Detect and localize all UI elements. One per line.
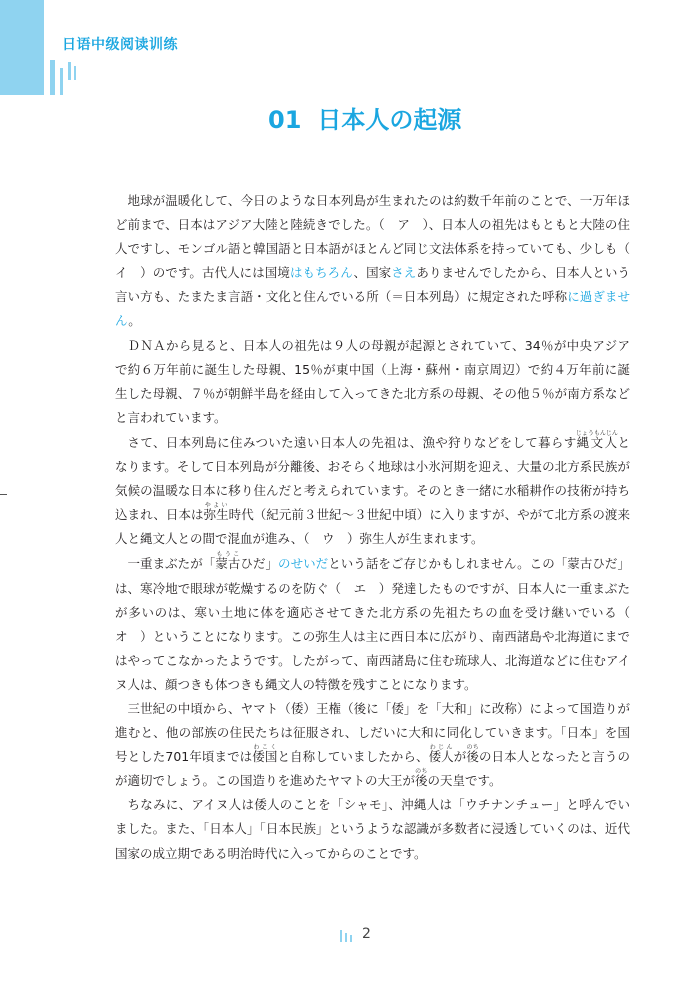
header-color-block [0, 0, 44, 95]
body-text [115, 189, 643, 866]
paragraph-5: 三世紀の中頃から、ヤマト（倭）王権（後に「倭」を「大和」に改称）によって国造りが進むと、他の部族の住民たちは征服され、しだいに大和に同化していきます。「日本」を国号とした701年頃までは倭国わこくと自称していましたから、倭人わじんが後のちの日本人となったと言うのが適切でしょう。この国造りを進めたヤマトの大王が後のちの天皇です。 [115, 700, 630, 789]
header-bar-2 [60, 68, 63, 95]
highlight-phrase: に過ぎません [115, 289, 630, 329]
header-bar-3 [68, 62, 71, 80]
highlight-phrase: はもちろん [289, 265, 354, 281]
paragraph-6: ちなみに、アイヌ人は倭人のことを「シャモ」、沖縄人は「ウチナンチュー」と呼んでいました。また、「日本人」「日本民族」というような認識が多数者に浸透していくのは、近代国家の成立期である明治時代に入ってからのことです。 [115, 797, 630, 861]
footer-bar-2 [345, 933, 347, 942]
paragraph-3: さて、日本列島に住みついた遠い日本人の先祖は、漁や狩りなどをして暮らす縄文人じょうもんじんとなります。そして日本列島が分離後、おそらく地球は小氷河期を迎え、大量の北方系民族が気候の温暖な日本に移り住んだと考えられています。そのとき一緒に水稲耕作の技術が持ち込まれ、日本は弥生やよい時代（紀元前３世紀～３世紀中頃）に入りますが、やがて北方系の渡来人と縄文人との間で混血が進み、（ ウ ）弥生人が生まれます。 [115, 429, 630, 547]
chapter-heading [268, 100, 461, 135]
page-number: 2 [362, 926, 371, 942]
margin-tick [0, 494, 7, 495]
furigana: 後のち [415, 768, 428, 789]
footer-bar-1 [340, 930, 342, 942]
chapter-title: 日本人の起源 [317, 106, 462, 134]
furigana: 縄文人じょうもんじん [575, 429, 618, 450]
furigana: 倭人わじん [428, 744, 454, 765]
furigana: 後のち [466, 744, 479, 765]
furigana: 倭国わこく [252, 744, 278, 765]
chapter-number: 01 [268, 106, 302, 134]
header-bar-1 [50, 60, 55, 95]
furigana: 蒙古もうこ [215, 551, 241, 572]
header-bar-4 [74, 66, 76, 80]
highlight-phrase: のせいだ [278, 556, 329, 572]
footer-bar-3 [350, 935, 352, 942]
furigana: 弥生やよい [203, 502, 229, 523]
highlight-phrase: さえ [391, 265, 417, 281]
series-title: 日语中级阅读训练 [62, 37, 178, 53]
paragraph-1: 地球が温暖化して、今日のような日本列島が生まれたのは約数千年前のことで、一万年ほど前まで、日本はアジア大陸と陸続きでした。（ ア ）、日本人の祖先はもともと大陸の住人ですし、モンゴル語と韓国語と日本語がほとんど同じ文法体系を持っていても、少しも（ イ ）のです。古代人には国境はもちろん、国家さえありませんでしたから、日本人という言い方も、たまたま言語・文化と住んでいる所（＝日本列島）に規定された呼称に過ぎません。 [115, 193, 643, 329]
paragraph-2: ＤＮＡから見ると、日本人の祖先は９人の母親が起源とされていて、34％が中央アジアで約６万年前に誕生した母親、15％が東中国（上海・蘇州・南京周辺）で約４万年前に誕生した母親、７％が朝鮮半島を経由して入ってきた北方系の母親、その他５％が南方系などと言われています。 [115, 337, 630, 425]
paragraph-4: 一重まぶたが「蒙古もうこひだ」のせいだという話をご存じかもしれません。この「蒙古ひだ」は、寒冷地で眼球が乾燥するのを防ぐ（ エ ）発達したものですが、日本人に一重まぶたが多いのは、寒い土地に体を適応させてきた北方系の先祖たちの血を受け継いでいる（ オ ）ということになります。この弥生人は主に西日本に広がり、南西諸島や北海道にまではやってこなかったようです。したがって、南西諸島に住む琉球人、北海道などに住むアイヌ人は、顔つきも体つきも縄文人の特徴を残すことになります。 [115, 551, 643, 692]
